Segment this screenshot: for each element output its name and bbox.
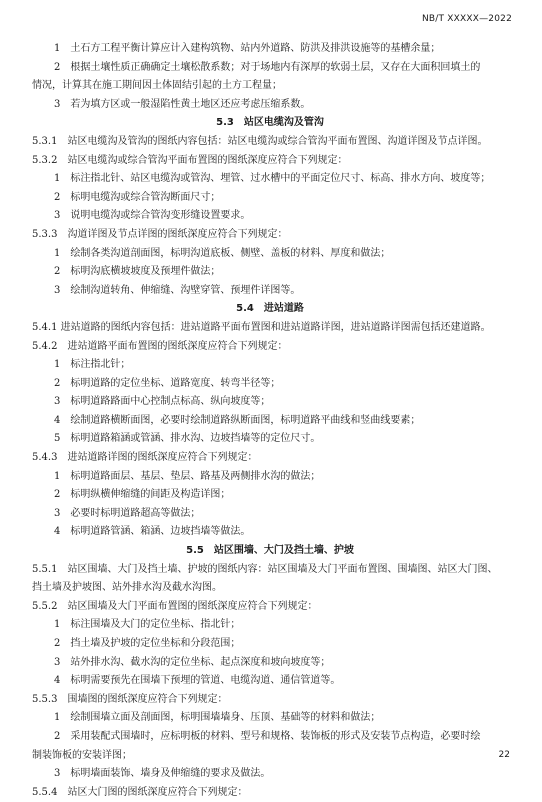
list-item-line: 4 标明需要预先在围墙下预埋的管道、电缆沟道、通信管道等。 bbox=[54, 675, 341, 687]
list-item-line: 3 说明电缆沟或综合管沟变形缝设置要求。 bbox=[54, 210, 251, 222]
list-item-line: 3 站外排水沟、截水沟的定位坐标、起点深度和坡向坡度等； bbox=[54, 656, 331, 668]
list-item-line: 2 挡土墙及护坡的定位坐标和分段范围； bbox=[54, 638, 241, 649]
list-item-line: 2 采用装配式围墙时，应标明板的材料、型号和规格、装饰板的形式及安装节点构造，必要时绘 bbox=[54, 730, 481, 742]
paragraph-line: 5.5.3 围墙图的图纸深度应符合下列规定： bbox=[32, 693, 228, 705]
list-item-line: 3 标明道路路面中心控制点标高、纵向坡度等； bbox=[54, 396, 271, 408]
list-item-line: 2 标明道路的定位坐标、道路宽度、转弯半径等； bbox=[54, 377, 281, 389]
list-item-line: 1 标明道路面层、基层、垫层、路基及两侧排水沟的做法； bbox=[54, 470, 321, 482]
list-item-line: 2 标明沟底横坡坡度及预埋件做法； bbox=[54, 266, 221, 278]
paragraph-line: 5.4.3 进站道路详图的图纸深度应符合下列规定： bbox=[32, 452, 258, 464]
list-item-line: 1 标注指北针、站区电缆沟或管沟、埋管、过水槽中的平面定位尺寸、标高、排水方向、坡度等； bbox=[54, 173, 491, 185]
list-item-line: 1 标注指北针； bbox=[54, 359, 131, 371]
section-heading: 5.4 进站道路 bbox=[236, 303, 304, 315]
paragraph-line: 情况，计算其在施工期间因土体固结引起的土方工程量； bbox=[32, 80, 282, 92]
section-heading: 5.3 站区电缆沟及管沟 bbox=[216, 117, 324, 129]
list-item-line: 4 标明道路管涵、箱涵、边坡挡墙等做法。 bbox=[54, 526, 251, 538]
list-item-line: 1 土石方工程平衡计算应计入建构筑物、站内外道路、防洪及排洪设施等的基槽余量； bbox=[54, 43, 441, 54]
list-item-line: 4 绘制道路横断面图，必要时绘制道路纵断面图，标明道路平曲线和竖曲线要素； bbox=[54, 414, 421, 426]
section-heading: 5.5 站区围墙、大门及挡土墙、护坡 bbox=[186, 545, 354, 557]
paragraph-line: 5.3.1 站区电缆沟及管沟的图纸内容包括：站区电缆沟或综合管沟平面布置图、沟道详图及节点详图。 bbox=[32, 135, 488, 147]
list-item-line: 1 绘制各类沟道剖面图，标明沟道底板、侧壁、盖板的材料、厚度和做法； bbox=[54, 247, 391, 259]
standard-number-header: NB/T XXXXX—2022 bbox=[421, 14, 512, 24]
list-item-line: 3 标明墙面装饰、墙身及伸缩缝的要求及做法。 bbox=[54, 768, 271, 780]
paragraph-line: 5.5.1 站区围墙、大门及挡土墙、护坡的图纸内容：站区围墙及大门平面布置图、围墙图、站区大门图、 bbox=[32, 563, 498, 575]
document-body bbox=[32, 40, 508, 802]
page-number: 22 bbox=[498, 750, 510, 760]
paragraph-line: 制装饰板的安装详图； bbox=[32, 749, 132, 761]
paragraph-line: 5.3.3 沟道详图及节点详图的图纸深度应符合下列规定： bbox=[32, 228, 288, 240]
paragraph-line: 挡土墙及护坡图、站外排水沟及截水沟图。 bbox=[32, 582, 222, 594]
list-item-line: 3 若为填方区或一般湿陷性黄土地区还应考虑压缩系数。 bbox=[54, 98, 311, 110]
list-item-line: 1 绘制围墙立面及剖面图，标明围墙墙身、压顶、基础等的材料和做法； bbox=[54, 712, 381, 724]
paragraph-line: 5.4.1 进站道路的图纸内容包括：进站道路平面布置图和进站道路详图，进站道路详图需包括还建道路。 bbox=[32, 321, 491, 333]
paragraph-line: 5.3.2 站区电缆沟或综合管沟平面布置图的图纸深度应符合下列规定： bbox=[32, 154, 348, 166]
list-item-line: 2 标明电缆沟或综合管沟断面尺寸； bbox=[54, 191, 221, 203]
list-item-line: 1 标注围墙及大门的定位坐标、指北针； bbox=[54, 619, 241, 631]
list-item-line: 5 标明道路箱涵或管涵、排水沟、边坡挡墙等的定位尺寸。 bbox=[54, 433, 321, 445]
paragraph-line: 5.5.4 站区大门图的图纸深度应符合下列规定： bbox=[32, 786, 248, 798]
list-item-line: 2 标明纵横伸缩缝的间距及构造详图； bbox=[54, 489, 231, 501]
paragraph-line: 5.5.2 站区围墙及大门平面布置图的图纸深度应符合下列规定： bbox=[32, 600, 318, 612]
paragraph-line: 5.4.2 进站道路平面布置图的图纸深度应符合下列规定： bbox=[32, 340, 288, 352]
list-item-line: 3 必要时标明道路超高等做法； bbox=[54, 507, 201, 519]
list-item-line: 2 根据土壤性质正确确定土壤松散系数；对于场地内有深厚的软弱土层，又存在大面积回填土的 bbox=[54, 61, 481, 73]
list-item-line: 3 绘制沟道转角、伸缩缝、沟壁穿管、预埋件详图等。 bbox=[54, 284, 301, 296]
